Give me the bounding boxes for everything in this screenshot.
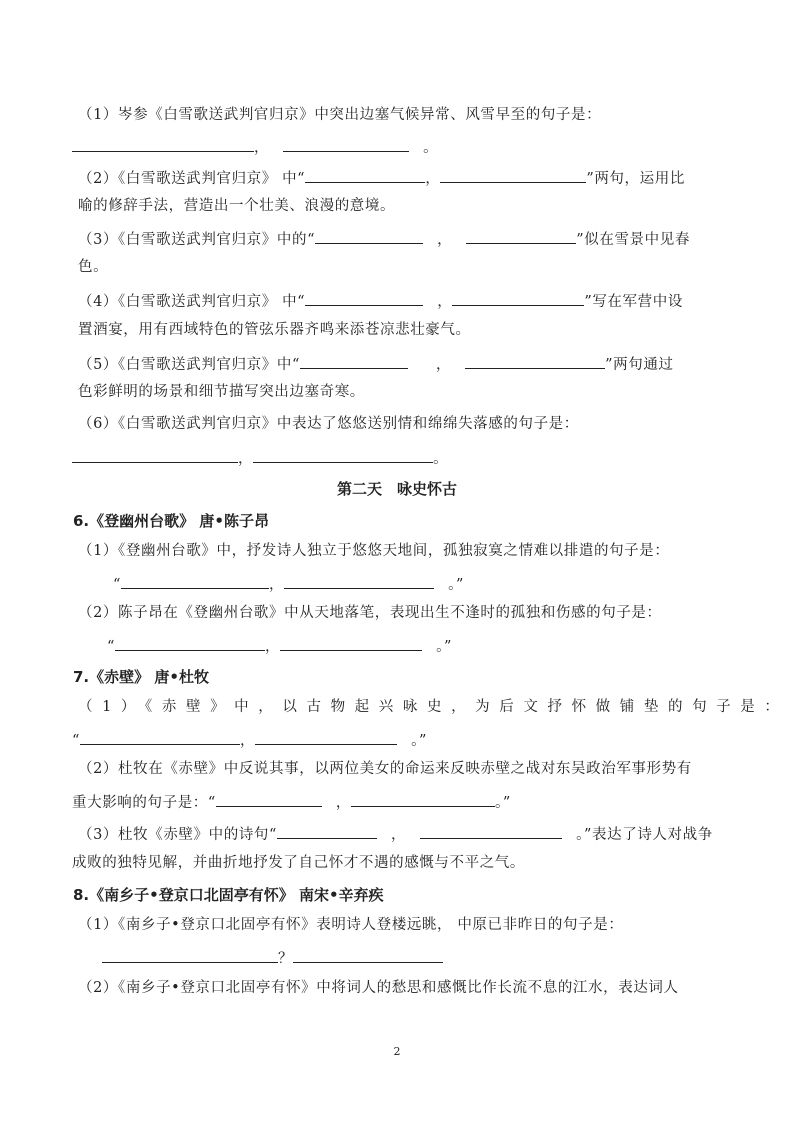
poem8-q2-prompt: （2）《南乡子•登京口北固亭有怀》中将词人的愁思和感慨比作长流不息的江水，表达词人 bbox=[78, 980, 679, 996]
poem7-q1-prompt: （1）《赤壁》中，以古物起兴咏史，为后文抒怀做铺垫的句子是： bbox=[78, 699, 789, 715]
answer-blank[interactable] bbox=[293, 946, 443, 963]
poem7-q2-answer: 重大影响的句子是：“ ， 。” bbox=[72, 790, 511, 813]
answer-blank[interactable] bbox=[255, 728, 397, 745]
answer-blank[interactable] bbox=[284, 572, 434, 589]
answer-blank[interactable] bbox=[465, 352, 605, 369]
poem6-q2-answer: “ ， 。” bbox=[107, 634, 452, 657]
answer-blank[interactable] bbox=[283, 135, 409, 152]
poem8-title: 8.《南乡子•登京口北固亭有怀》 南宋•辛弃疾 bbox=[73, 886, 384, 904]
answer-blank[interactable] bbox=[121, 572, 269, 589]
answer-blank[interactable] bbox=[305, 166, 425, 183]
q6-prompt: （6）《白雪歌送武判官归京》中表达了悠悠送别情和绵绵失落感的句子是： bbox=[78, 416, 579, 432]
answer-blank[interactable] bbox=[102, 946, 278, 963]
q5-line: （5）《白雪歌送武判官归京》中“ ， ”两句通过 bbox=[78, 352, 674, 375]
answer-blank[interactable] bbox=[277, 822, 377, 839]
answer-blank[interactable] bbox=[280, 634, 422, 651]
answer-blank[interactable] bbox=[300, 352, 408, 369]
answer-blank[interactable] bbox=[351, 790, 495, 807]
poem6-q1-answer: “ ， 。” bbox=[113, 572, 464, 595]
poem7-title: 7.《赤壁》 唐•杜牧 bbox=[73, 668, 209, 686]
q4-cont: 置酒宴，用有西域特色的管弦乐器齐鸣来添苍凉悲壮豪气。 bbox=[78, 322, 471, 338]
q6-answer-line: ， 。 bbox=[72, 446, 448, 469]
poem6-q2-prompt: （2）陈子昂在《登幽州台歌》中从天地落笔，表现出生不逢时的孤独和伤感的句子是： bbox=[78, 605, 662, 621]
poem7-q3-cont: 成败的独特见解，并曲折地抒发了自己怀才不遇的感慨与不平之气。 bbox=[72, 855, 525, 871]
answer-blank[interactable] bbox=[315, 227, 423, 244]
q1-prompt: （1）岑参《白雪歌送武判官归京》中突出边塞气候异常、风雪早至的句子是： bbox=[78, 107, 602, 123]
answer-blank[interactable] bbox=[72, 135, 254, 152]
poem8-q1-prompt: （1）《南乡子•登京口北固亭有怀》表明诗人登楼远眺， 中原已非昨日的句子是： bbox=[78, 917, 624, 933]
q2-cont: 喻的修辞手法，营造出一个壮美、浪漫的意境。 bbox=[78, 198, 396, 214]
q2-line: （2）《白雪歌送武判官归京》 中“ ， ”两句，运用比 bbox=[78, 166, 685, 189]
poem6-title: 6.《登幽州台歌》 唐•陈子昂 bbox=[73, 512, 269, 530]
answer-blank[interactable] bbox=[440, 166, 586, 183]
answer-blank[interactable] bbox=[466, 227, 576, 244]
q4-line: （4）《白雪歌送武判官归京》 中“ ， ”写在军营中设 bbox=[78, 289, 683, 312]
q3-cont: 色。 bbox=[78, 259, 109, 275]
q3-line: （3）《白雪歌送武判官归京》中的“ ， ”似在雪景中见春 bbox=[78, 227, 690, 250]
poem6-q1-prompt: （1）《登幽州台歌》中，抒发诗人独立于悠悠天地间，孤独寂寞之情难以排遣的句子是： bbox=[78, 543, 670, 559]
answer-blank[interactable] bbox=[253, 446, 433, 463]
q5-cont: 色彩鲜明的场景和细节描写突出边塞奇寒。 bbox=[78, 384, 365, 400]
answer-blank[interactable] bbox=[420, 822, 562, 839]
answer-blank[interactable] bbox=[72, 446, 238, 463]
answer-blank[interactable] bbox=[80, 728, 240, 745]
poem8-q1-answer: ？ bbox=[102, 946, 443, 969]
answer-blank[interactable] bbox=[305, 289, 423, 306]
page-number: 2 bbox=[393, 1045, 401, 1058]
q1-answer-line: ， 。 bbox=[72, 135, 438, 158]
poem7-q1-answer: “ ， 。” bbox=[72, 728, 427, 751]
poem7-q2-prompt: （2）杜牧在《赤壁》中反说其事，以两位美女的命运来反映赤壁之战对东吴政治军事形势有 bbox=[78, 761, 692, 777]
answer-blank[interactable] bbox=[216, 790, 322, 807]
answer-blank[interactable] bbox=[452, 289, 584, 306]
answer-blank[interactable] bbox=[115, 634, 265, 651]
poem7-q3-line: （3）杜牧《赤壁》中的诗句“ ， 。”表达了诗人对战争 bbox=[78, 822, 713, 845]
section-title: 第二天 咏史怀古 bbox=[336, 480, 457, 498]
